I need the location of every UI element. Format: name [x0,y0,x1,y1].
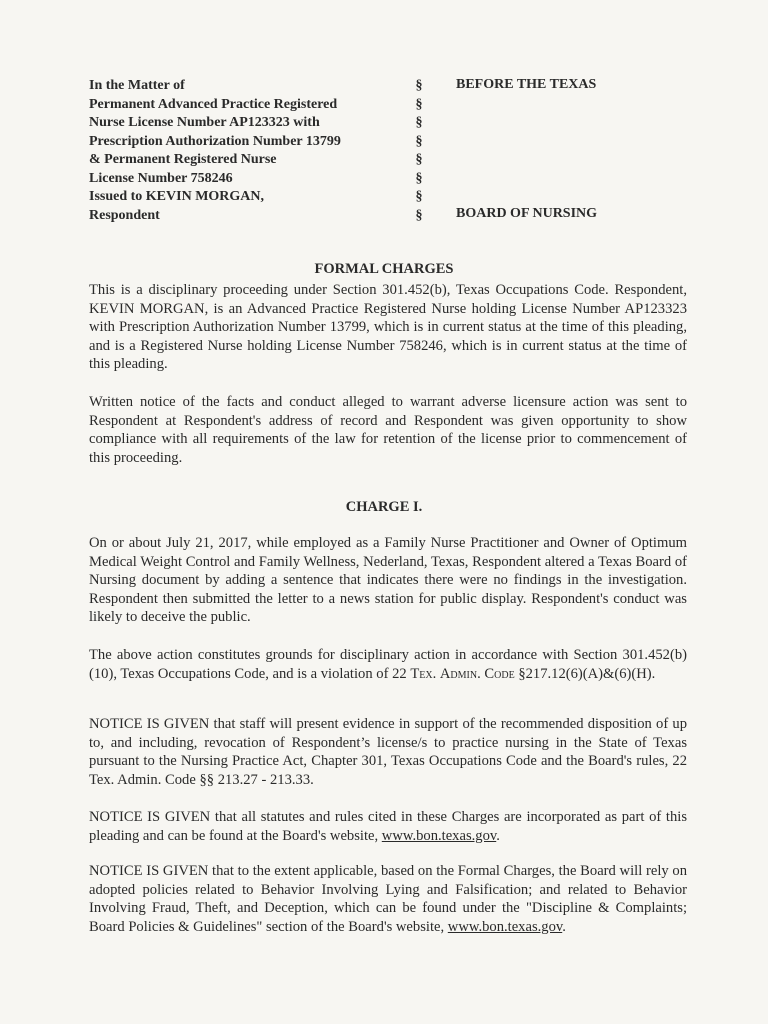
board-website-link[interactable]: www.bon.texas.gov [447,918,563,935]
document-title: FORMAL CHARGES [314,261,454,277]
statutes-text: NOTICE IS GIVEN that all statutes and rules cited in these Charges are incorporated as part of this pleading and can be found at the Board's website, [89,809,687,844]
paragraph-grounds [89,646,687,683]
paragraph-notice-statutes [89,808,687,845]
caption-respondent-block [89,77,389,225]
grounds-code: Code [484,665,515,682]
section-symbol: § [415,189,423,204]
paragraph-notice-disposition: NOTICE IS GIVEN that staff will present evidence in support of the recommended disposition of up to, and including, revocation of Respondent’s license/s to practice nursing in the State of Texas pursuant to the Nursing Practice Act, Chapter 301, Texas Occupations Code and the Board's rules, 22 Tex. Admin. Code §§ 213.27 - 213.33. [89,716,687,788]
grounds-dot: . [477,665,485,682]
section-symbol: § [415,133,423,149]
caption-line: Permanent Advanced Practice Registered [89,96,338,112]
charge-heading: CHARGE I. [345,499,423,515]
section-symbol: § [415,96,423,112]
caption-line: Issued to KEVIN MORGAN, [89,189,265,204]
grounds-text: The above action constitutes grounds for disciplinary action in accordance with Section 301.452(b)(10), Texas Occupations Code, and is a violation of 22 [89,647,687,682]
paragraph-intro: This is a disciplinary proceeding under Section 301.452(b), Texas Occupations Code. Respondent, KEVIN MORGAN, is an Advanced Practice Registered Nurse holding License Number AP123323 with Prescription Authorization Number 13799, which is in current status at the time of this pleading, and is a Registered Nurse holding License Number 758246, which is in current status at the time of this pleading. [89,282,687,373]
grounds-admin: Admin [439,665,478,682]
caption-line: In the Matter of [89,78,185,93]
grounds-citation: §217.12(6)(A)&(6)(H). [514,665,656,682]
caption-line: License Number 758246 [89,170,233,186]
caption-line: & Permanent Registered Nurse [89,152,277,167]
statutes-end: . [496,827,500,844]
section-symbol: § [415,78,423,93]
caption-line: Respondent [89,207,160,223]
caption-court-bottom: BOARD OF NURSING [456,206,598,221]
section-symbol: § [415,170,423,186]
section-symbol: § [415,152,423,167]
paragraph-notice-policies [89,862,687,936]
section-symbol: § [415,115,423,130]
section-symbol-column [411,77,427,225]
grounds-dot: . [432,665,440,682]
caption-court-top: BEFORE THE TEXAS [456,77,597,92]
paragraph-charge: On or about July 21, 2017, while employed as a Family Nurse Practitioner and Owner of Optimum Medical Weight Control and Family Wellness, Nederland, Texas, Respondent altered a Texas Board of Nursing document by adding a sentence that indicates there were no findings in the investigation. Respondent then submitted the letter to a news station for public display. Respondent's conduct was likely to deceive the public. [89,535,687,626]
board-website-link[interactable]: www.bon.texas.gov [381,827,497,844]
section-symbol: § [415,207,423,223]
caption-line: Nurse License Number AP123323 with [89,115,320,130]
policies-end: . [562,918,566,935]
policies-text: NOTICE IS GIVEN that to the extent applicable, based on the Formal Charges, the Board will rely on adopted policies related to Behavior Involving Lying and Falsification; and related to Behavior Involving Fraud, Theft, and Deception, which can be found under the "Discipline & Complaints; Board Policies & Guidelines" section of the Board's website, [89,863,687,935]
caption-line: Prescription Authorization Number 13799 [89,133,341,149]
grounds-tex: Tex [410,665,433,682]
paragraph-notice: Written notice of the facts and conduct alleged to warrant adverse licensure action was sent to Respondent at Respondent's address of record and Respondent was given opportunity to show compliance with all requirements of the law for retention of the license prior to commencement of this proceeding. [89,394,687,466]
case-caption [89,77,689,227]
